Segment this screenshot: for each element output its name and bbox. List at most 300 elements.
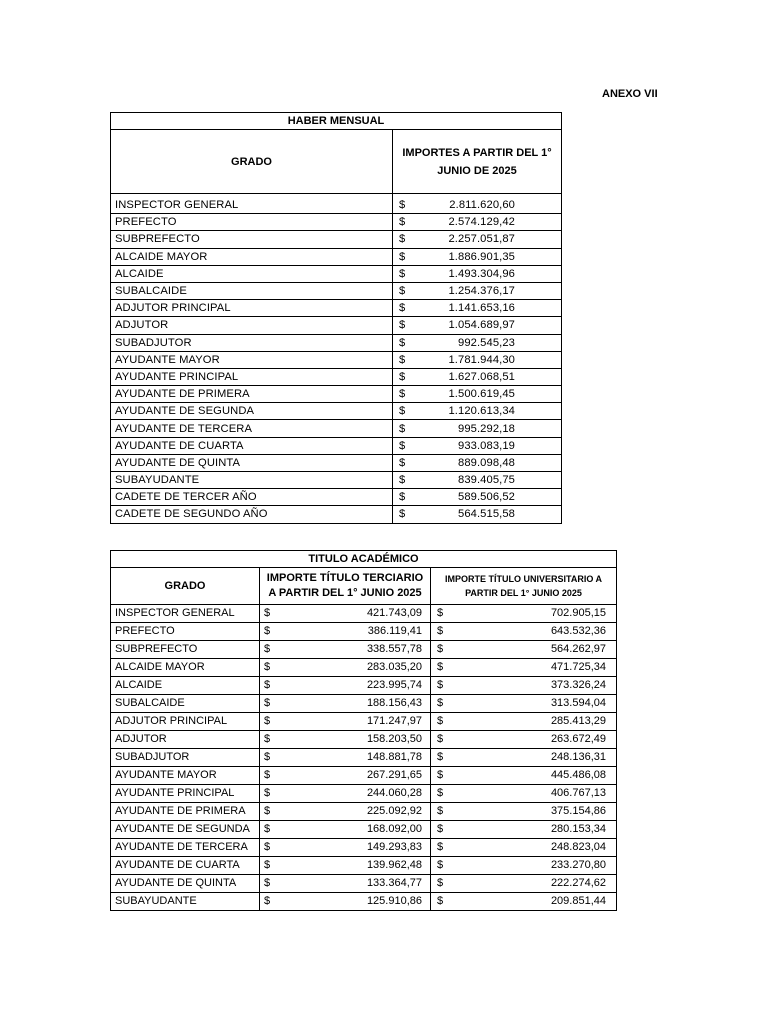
amount bbox=[264, 803, 426, 820]
terciario-cell bbox=[260, 767, 431, 785]
grado-cell: ADJUTOR PRINCIPAL bbox=[111, 713, 260, 731]
universitario-value: 471.725,34 bbox=[550, 661, 606, 673]
importe-value: 1.781.944,30 bbox=[448, 353, 515, 366]
terciario-value: 125.910,86 bbox=[366, 895, 422, 907]
terciario-cell bbox=[260, 659, 431, 677]
amount bbox=[435, 857, 612, 874]
amount bbox=[435, 659, 612, 676]
grado-cell: AYUDANTE PRINCIPAL bbox=[111, 368, 393, 385]
grado-cell: SUBALCAIDE bbox=[111, 282, 393, 299]
importe-value: 1.054.689,97 bbox=[448, 319, 515, 332]
currency-symbol: $ bbox=[264, 841, 271, 853]
importe-cell bbox=[393, 386, 562, 403]
importe-cell bbox=[393, 506, 562, 523]
grado-cell: ALCAIDE bbox=[111, 265, 393, 282]
importe-cell bbox=[393, 231, 562, 248]
grado-cell: ADJUTOR PRINCIPAL bbox=[111, 300, 393, 317]
table-row bbox=[111, 489, 562, 506]
universitario-value: 233.270,80 bbox=[550, 859, 606, 871]
amount bbox=[397, 352, 557, 368]
currency-symbol: $ bbox=[437, 769, 444, 781]
grado-cell: ADJUTOR bbox=[111, 317, 393, 334]
importe-cell bbox=[393, 300, 562, 317]
grado-cell: SUBADJUTOR bbox=[111, 334, 393, 351]
grado-cell: SUBPREFECTO bbox=[111, 231, 393, 248]
table-row bbox=[111, 731, 617, 749]
importe-cell bbox=[393, 403, 562, 420]
amount bbox=[397, 438, 557, 454]
amount bbox=[264, 659, 426, 676]
currency-symbol: $ bbox=[437, 805, 444, 817]
universitario-value: 222.274,62 bbox=[550, 877, 606, 889]
importe-value: 1.627.068,51 bbox=[448, 370, 515, 383]
amount bbox=[264, 623, 426, 640]
terciario-cell bbox=[260, 713, 431, 731]
importe-cell bbox=[393, 437, 562, 454]
table-title-row bbox=[111, 113, 562, 130]
universitario-value: 564.262,97 bbox=[550, 643, 606, 655]
universitario-value: 248.136,31 bbox=[550, 751, 606, 763]
importe-value: 2.574.129,42 bbox=[448, 216, 515, 229]
terciario-cell bbox=[260, 623, 431, 641]
importe-cell bbox=[393, 248, 562, 265]
amount bbox=[264, 731, 426, 748]
table-row bbox=[111, 677, 617, 695]
amount bbox=[397, 283, 557, 299]
currency-symbol: $ bbox=[399, 302, 406, 315]
grado-cell: AYUDANTE DE PRIMERA bbox=[111, 386, 393, 403]
universitario-value: 375.154,86 bbox=[550, 805, 606, 817]
currency-symbol: $ bbox=[399, 405, 406, 418]
currency-symbol: $ bbox=[264, 607, 271, 619]
importe-value: 992.545,23 bbox=[458, 336, 515, 349]
currency-symbol: $ bbox=[437, 787, 444, 799]
universitario-cell bbox=[431, 659, 617, 677]
amount bbox=[435, 893, 612, 910]
amount bbox=[264, 767, 426, 784]
grado-cell: AYUDANTE DE CUARTA bbox=[111, 437, 393, 454]
terciario-value: 225.092,92 bbox=[366, 805, 422, 817]
currency-symbol: $ bbox=[264, 823, 271, 835]
amount bbox=[397, 300, 557, 316]
amount bbox=[264, 857, 426, 874]
table-row bbox=[111, 214, 562, 231]
amount bbox=[435, 731, 612, 748]
amount bbox=[397, 421, 557, 437]
grado-cell: SUBAYUDANTE bbox=[111, 893, 260, 911]
currency-symbol: $ bbox=[437, 679, 444, 691]
terciario-cell bbox=[260, 803, 431, 821]
currency-symbol: $ bbox=[437, 625, 444, 637]
currency-symbol: $ bbox=[264, 661, 271, 673]
table-row bbox=[111, 194, 562, 214]
importe-value: 1.886.901,35 bbox=[448, 250, 515, 263]
currency-symbol: $ bbox=[399, 216, 406, 229]
column-header-grado: GRADO bbox=[111, 568, 260, 605]
table-row bbox=[111, 282, 562, 299]
currency-symbol: $ bbox=[264, 697, 271, 709]
importe-value: 1.254.376,17 bbox=[448, 285, 515, 298]
column-header-importe: IMPORTES A PARTIR DEL 1° JUNIO DE 2025 bbox=[393, 130, 562, 194]
amount bbox=[397, 455, 557, 471]
terciario-value: 267.291,65 bbox=[366, 769, 422, 781]
grado-cell: AYUDANTE DE SEGUNDA bbox=[111, 403, 393, 420]
importe-value: 564.515,58 bbox=[458, 508, 515, 521]
currency-symbol: $ bbox=[264, 625, 271, 637]
terciario-cell bbox=[260, 695, 431, 713]
grado-cell: PREFECTO bbox=[111, 623, 260, 641]
importe-cell bbox=[393, 194, 562, 214]
amount bbox=[397, 472, 557, 488]
amount bbox=[264, 677, 426, 694]
grado-cell: ALCAIDE bbox=[111, 677, 260, 695]
amount bbox=[264, 749, 426, 766]
grado-cell: AYUDANTE DE QUINTA bbox=[111, 454, 393, 471]
amount bbox=[435, 641, 612, 658]
currency-symbol: $ bbox=[399, 508, 406, 521]
table-row bbox=[111, 713, 617, 731]
table-row bbox=[111, 803, 617, 821]
grado-cell: AYUDANTE DE PRIMERA bbox=[111, 803, 260, 821]
amount bbox=[264, 821, 426, 838]
currency-symbol: $ bbox=[399, 370, 406, 383]
importe-value: 933.083,19 bbox=[458, 439, 515, 452]
table-row bbox=[111, 695, 617, 713]
universitario-cell bbox=[431, 767, 617, 785]
grado-cell: AYUDANTE DE TERCERA bbox=[111, 420, 393, 437]
grado-cell: AYUDANTE DE QUINTA bbox=[111, 875, 260, 893]
amount bbox=[264, 839, 426, 856]
amount bbox=[264, 785, 426, 802]
amount bbox=[435, 821, 612, 838]
terciario-value: 386.119,41 bbox=[367, 625, 422, 637]
table-row bbox=[111, 368, 562, 385]
grado-cell: SUBPREFECTO bbox=[111, 641, 260, 659]
amount bbox=[264, 875, 426, 892]
universitario-cell bbox=[431, 857, 617, 875]
currency-symbol: $ bbox=[437, 877, 444, 889]
table-row bbox=[111, 893, 617, 911]
currency-symbol: $ bbox=[437, 733, 444, 745]
universitario-value: 280.153,34 bbox=[550, 823, 606, 835]
grado-cell: SUBALCAIDE bbox=[111, 695, 260, 713]
terciario-value: 158.203,50 bbox=[366, 733, 422, 745]
currency-symbol: $ bbox=[437, 715, 444, 727]
universitario-value: 285.413,29 bbox=[550, 715, 606, 727]
universitario-value: 445.486,08 bbox=[550, 769, 606, 781]
importe-value: 1.141.653,16 bbox=[448, 302, 515, 315]
universitario-cell bbox=[431, 731, 617, 749]
importe-cell bbox=[393, 454, 562, 471]
currency-symbol: $ bbox=[437, 751, 444, 763]
table-row bbox=[111, 317, 562, 334]
amount bbox=[435, 803, 612, 820]
table-row bbox=[111, 437, 562, 454]
table-row bbox=[111, 351, 562, 368]
table-row bbox=[111, 231, 562, 248]
table-row bbox=[111, 420, 562, 437]
table-row bbox=[111, 334, 562, 351]
universitario-cell bbox=[431, 605, 617, 623]
table-row bbox=[111, 857, 617, 875]
terciario-cell bbox=[260, 641, 431, 659]
importe-cell bbox=[393, 472, 562, 489]
table-row bbox=[111, 641, 617, 659]
currency-symbol: $ bbox=[264, 643, 271, 655]
currency-symbol: $ bbox=[264, 859, 271, 871]
terciario-cell bbox=[260, 875, 431, 893]
currency-symbol: $ bbox=[437, 895, 444, 907]
currency-symbol: $ bbox=[437, 661, 444, 673]
terciario-value: 168.092,00 bbox=[366, 823, 422, 835]
table-body bbox=[111, 194, 562, 524]
currency-symbol: $ bbox=[264, 805, 271, 817]
titulo-academico-table bbox=[110, 550, 617, 911]
universitario-cell bbox=[431, 893, 617, 911]
currency-symbol: $ bbox=[399, 233, 406, 246]
terciario-value: 171.247,97 bbox=[366, 715, 422, 727]
importe-value: 1.493.304,96 bbox=[448, 267, 515, 280]
currency-symbol: $ bbox=[264, 877, 271, 889]
importe-cell bbox=[393, 489, 562, 506]
universitario-value: 248.823,04 bbox=[550, 841, 606, 853]
universitario-cell bbox=[431, 623, 617, 641]
grado-cell: AYUDANTE DE SEGUNDA bbox=[111, 821, 260, 839]
table-row bbox=[111, 506, 562, 523]
terciario-cell bbox=[260, 731, 431, 749]
currency-symbol: $ bbox=[264, 769, 271, 781]
amount bbox=[397, 214, 557, 230]
grado-cell: SUBADJUTOR bbox=[111, 749, 260, 767]
terciario-cell bbox=[260, 893, 431, 911]
universitario-cell bbox=[431, 785, 617, 803]
currency-symbol: $ bbox=[399, 388, 406, 401]
table-body bbox=[111, 605, 617, 911]
amount bbox=[435, 695, 612, 712]
table-row bbox=[111, 623, 617, 641]
universitario-value: 406.767,13 bbox=[550, 787, 606, 799]
column-header-universitario: IMPORTE TÍTULO UNIVERSITARIO A PARTIR DEL 1° JUNIO 2025 bbox=[431, 568, 617, 605]
grado-cell: AYUDANTE MAYOR bbox=[111, 351, 393, 368]
terciario-value: 223.995,74 bbox=[366, 679, 422, 691]
terciario-cell bbox=[260, 839, 431, 857]
terciario-value: 139.962,48 bbox=[366, 859, 422, 871]
importe-value: 1.500.619,45 bbox=[448, 388, 515, 401]
importe-value: 839.405,75 bbox=[458, 474, 515, 487]
grado-cell: ALCAIDE MAYOR bbox=[111, 659, 260, 677]
terciario-value: 421.743,09 bbox=[366, 607, 422, 619]
currency-symbol: $ bbox=[399, 439, 406, 452]
terciario-value: 338.557,78 bbox=[366, 643, 422, 655]
universitario-cell bbox=[431, 713, 617, 731]
terciario-cell bbox=[260, 749, 431, 767]
currency-symbol: $ bbox=[399, 456, 406, 469]
table-row bbox=[111, 248, 562, 265]
table-title: HABER MENSUAL bbox=[111, 113, 562, 130]
importe-cell bbox=[393, 420, 562, 437]
grado-cell: AYUDANTE DE TERCERA bbox=[111, 839, 260, 857]
grado-cell: AYUDANTE MAYOR bbox=[111, 767, 260, 785]
terciario-cell bbox=[260, 857, 431, 875]
amount bbox=[397, 403, 557, 419]
currency-symbol: $ bbox=[399, 319, 406, 332]
importe-value: 2.811.620,60 bbox=[449, 199, 515, 212]
currency-symbol: $ bbox=[264, 715, 271, 727]
currency-symbol: $ bbox=[437, 823, 444, 835]
column-header-grado: GRADO bbox=[111, 130, 393, 194]
currency-symbol: $ bbox=[399, 491, 406, 504]
amount bbox=[435, 749, 612, 766]
grado-cell: INSPECTOR GENERAL bbox=[111, 194, 393, 214]
table-row bbox=[111, 785, 617, 803]
amount bbox=[435, 713, 612, 730]
grado-cell: SUBAYUDANTE bbox=[111, 472, 393, 489]
amount bbox=[264, 605, 426, 622]
terciario-value: 133.364,77 bbox=[366, 877, 422, 889]
terciario-value: 149.293,83 bbox=[366, 841, 422, 853]
grado-cell: ADJUTOR bbox=[111, 731, 260, 749]
grado-cell: CADETE DE SEGUNDO AÑO bbox=[111, 506, 393, 523]
terciario-cell bbox=[260, 605, 431, 623]
universitario-cell bbox=[431, 875, 617, 893]
terciario-value: 188.156,43 bbox=[366, 697, 422, 709]
column-header-terciario: IMPORTE TÍTULO TERCIARIO A PARTIR DEL 1° JUNIO 2025 bbox=[260, 568, 431, 605]
universitario-cell bbox=[431, 641, 617, 659]
universitario-cell bbox=[431, 749, 617, 767]
grado-cell: AYUDANTE PRINCIPAL bbox=[111, 785, 260, 803]
grado-cell: PREFECTO bbox=[111, 214, 393, 231]
currency-symbol: $ bbox=[399, 353, 406, 366]
table-row bbox=[111, 605, 617, 623]
currency-symbol: $ bbox=[437, 697, 444, 709]
importe-value: 995.292,18 bbox=[458, 422, 515, 435]
amount bbox=[264, 641, 426, 658]
table-title: TITULO ACADÉMICO bbox=[111, 551, 617, 568]
universitario-cell bbox=[431, 803, 617, 821]
grado-cell: ALCAIDE MAYOR bbox=[111, 248, 393, 265]
importe-value: 889.098,48 bbox=[458, 456, 515, 469]
table-row bbox=[111, 300, 562, 317]
currency-symbol: $ bbox=[399, 267, 406, 280]
universitario-value: 313.594,04 bbox=[550, 697, 606, 709]
amount bbox=[264, 893, 426, 910]
terciario-cell bbox=[260, 785, 431, 803]
amount bbox=[435, 875, 612, 892]
amount bbox=[397, 506, 557, 522]
table-row bbox=[111, 454, 562, 471]
table-row bbox=[111, 403, 562, 420]
amount bbox=[397, 231, 557, 247]
table-header-row bbox=[111, 568, 617, 605]
table-row bbox=[111, 472, 562, 489]
amount bbox=[435, 623, 612, 640]
haber-mensual-table bbox=[110, 112, 562, 524]
importe-value: 2.257.051,87 bbox=[448, 233, 515, 246]
amount bbox=[435, 839, 612, 856]
importe-cell bbox=[393, 334, 562, 351]
importe-cell bbox=[393, 214, 562, 231]
importe-cell bbox=[393, 368, 562, 385]
table-header-row bbox=[111, 130, 562, 194]
terciario-cell bbox=[260, 821, 431, 839]
terciario-cell bbox=[260, 677, 431, 695]
currency-symbol: $ bbox=[264, 787, 271, 799]
grado-cell: INSPECTOR GENERAL bbox=[111, 605, 260, 623]
currency-symbol: $ bbox=[264, 679, 271, 691]
universitario-value: 702.905,15 bbox=[550, 607, 606, 619]
importe-cell bbox=[393, 265, 562, 282]
table-row bbox=[111, 875, 617, 893]
amount bbox=[264, 713, 426, 730]
amount bbox=[397, 249, 557, 265]
importe-value: 589.506,52 bbox=[458, 491, 515, 504]
table-row bbox=[111, 659, 617, 677]
currency-symbol: $ bbox=[264, 895, 271, 907]
universitario-value: 209.851,44 bbox=[550, 895, 606, 907]
terciario-value: 244.060,28 bbox=[366, 787, 422, 799]
table-row bbox=[111, 821, 617, 839]
amount bbox=[397, 369, 557, 385]
universitario-value: 643.532,36 bbox=[550, 625, 606, 637]
table-row bbox=[111, 749, 617, 767]
currency-symbol: $ bbox=[399, 250, 406, 263]
importe-value: 1.120.613,34 bbox=[448, 405, 515, 418]
table-row bbox=[111, 767, 617, 785]
amount bbox=[264, 695, 426, 712]
table-title-row bbox=[111, 551, 617, 568]
amount bbox=[435, 767, 612, 784]
currency-symbol: $ bbox=[264, 751, 271, 763]
currency-symbol: $ bbox=[399, 199, 406, 212]
grado-cell: AYUDANTE DE CUARTA bbox=[111, 857, 260, 875]
amount bbox=[435, 605, 612, 622]
importe-cell bbox=[393, 351, 562, 368]
currency-symbol: $ bbox=[399, 474, 406, 487]
amount bbox=[397, 489, 557, 505]
currency-symbol: $ bbox=[437, 643, 444, 655]
importe-cell bbox=[393, 282, 562, 299]
amount bbox=[397, 317, 557, 333]
universitario-cell bbox=[431, 677, 617, 695]
universitario-cell bbox=[431, 839, 617, 857]
grado-cell: CADETE DE TERCER AÑO bbox=[111, 489, 393, 506]
currency-symbol: $ bbox=[399, 285, 406, 298]
currency-symbol: $ bbox=[264, 733, 271, 745]
universitario-value: 263.672,49 bbox=[550, 733, 606, 745]
currency-symbol: $ bbox=[399, 422, 406, 435]
annex-label: ANEXO VII bbox=[602, 88, 658, 100]
table-row bbox=[111, 386, 562, 403]
currency-symbol: $ bbox=[437, 841, 444, 853]
currency-symbol: $ bbox=[437, 607, 444, 619]
terciario-value: 283.035,20 bbox=[366, 661, 422, 673]
currency-symbol: $ bbox=[437, 859, 444, 871]
amount bbox=[397, 386, 557, 402]
amount bbox=[397, 197, 557, 213]
universitario-cell bbox=[431, 821, 617, 839]
currency-symbol: $ bbox=[399, 336, 406, 349]
table-row bbox=[111, 265, 562, 282]
amount bbox=[435, 785, 612, 802]
terciario-value: 148.881,78 bbox=[366, 751, 422, 763]
amount bbox=[397, 335, 557, 351]
table-row bbox=[111, 839, 617, 857]
amount bbox=[435, 677, 612, 694]
universitario-cell bbox=[431, 695, 617, 713]
amount bbox=[397, 266, 557, 282]
importe-cell bbox=[393, 317, 562, 334]
universitario-value: 373.326,24 bbox=[550, 679, 606, 691]
